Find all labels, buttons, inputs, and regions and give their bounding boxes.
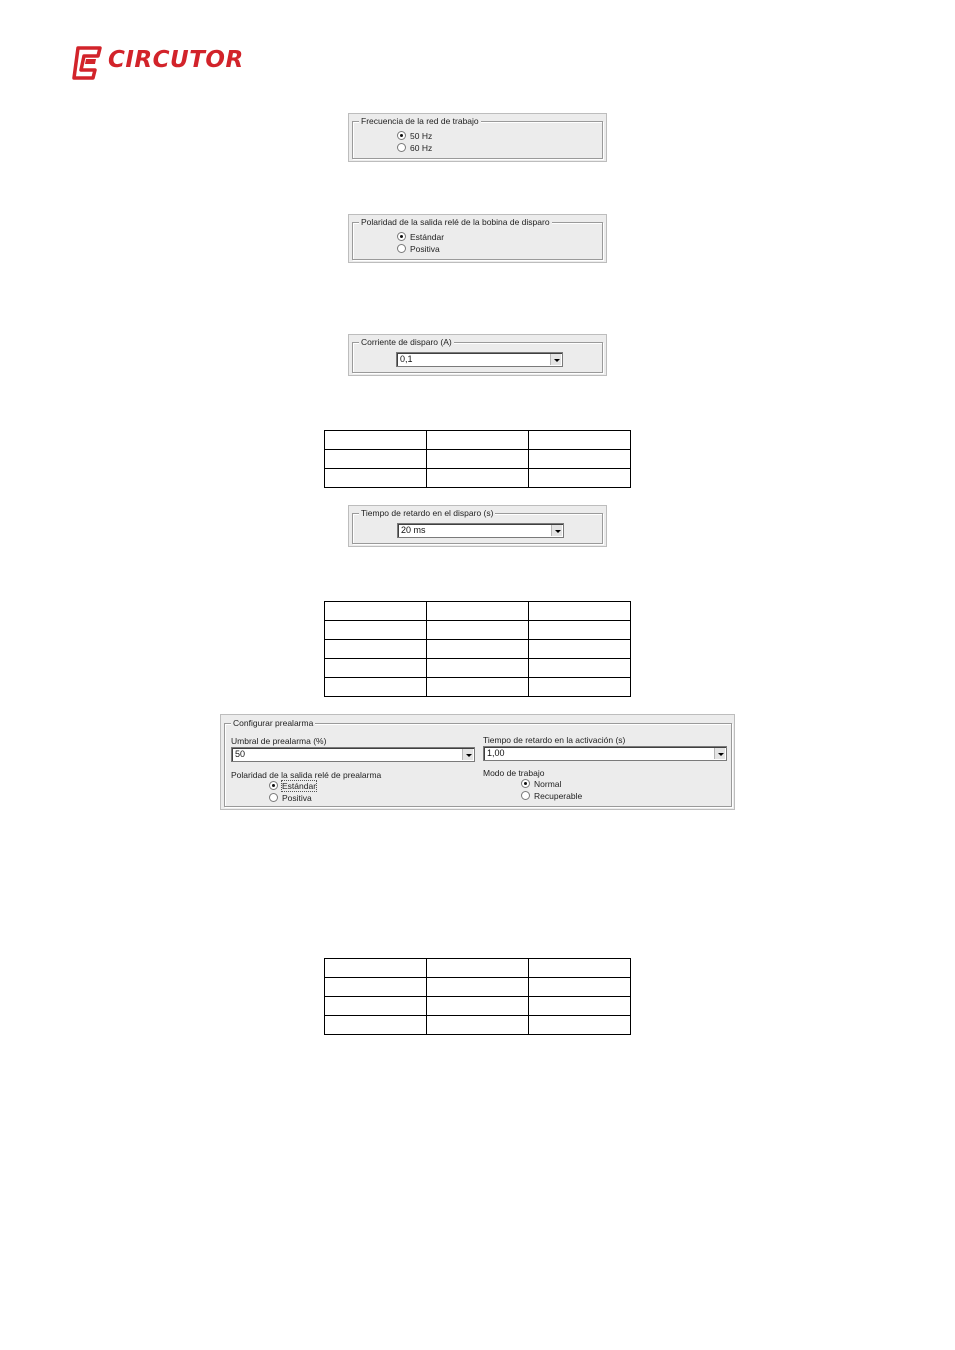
table-cell <box>529 450 631 469</box>
radio-mode-recuperable[interactable] <box>521 791 582 802</box>
table-row <box>325 959 631 978</box>
radio-mode-normal[interactable] <box>521 779 561 790</box>
table-cell <box>529 659 631 678</box>
radio-selected-icon <box>397 232 406 241</box>
radio-selected-icon <box>269 781 278 790</box>
relay-polarity-group-title: Polaridad de la salida relé de la bobina de disparo <box>361 217 550 227</box>
table-row <box>325 602 631 621</box>
table-cell <box>529 431 631 450</box>
table-row <box>325 450 631 469</box>
brand-name: CIRCUTOR <box>108 47 244 73</box>
table-cell <box>529 640 631 659</box>
polarity-label: Polaridad de la salida relé de prealarma <box>231 770 382 780</box>
table-row <box>325 659 631 678</box>
table-cell <box>325 678 427 697</box>
table-cell <box>325 997 427 1016</box>
table-cell <box>325 469 427 488</box>
table-cell <box>529 1016 631 1035</box>
radio-label: Positiva <box>282 793 312 803</box>
dropdown-value: 0,1 <box>400 354 413 364</box>
table-cell <box>427 959 529 978</box>
table-cell <box>325 1016 427 1035</box>
circutor-logo <box>72 46 247 82</box>
table-row <box>325 469 631 488</box>
relay-polarity-panel <box>348 214 607 263</box>
radio-unselected-icon <box>397 244 406 253</box>
radio-selected-icon <box>521 779 530 788</box>
table-cell <box>529 469 631 488</box>
table-cell <box>529 997 631 1016</box>
table-cell <box>529 959 631 978</box>
radio-label: 60 Hz <box>410 143 433 153</box>
dropdown-value: 20 ms <box>401 525 426 535</box>
table-3 <box>324 958 631 1035</box>
dropdown-value: 50 <box>235 749 246 759</box>
trip-delay-panel <box>348 505 607 547</box>
table-cell <box>427 450 529 469</box>
frequency-panel <box>348 113 607 162</box>
table-cell <box>529 602 631 621</box>
table-2 <box>324 601 631 697</box>
radio-label: Recuperable <box>534 791 583 801</box>
radio-prealarm-estandar[interactable] <box>269 781 316 792</box>
trip-current-group-title: Corriente de disparo (A) <box>361 337 452 347</box>
table-row <box>325 1016 631 1035</box>
table-cell <box>427 621 529 640</box>
circutor-c-icon <box>72 46 104 80</box>
activation-delay-label: Tiempo de retardo en la activación (s) <box>483 735 626 745</box>
relay-polarity-group <box>352 217 603 260</box>
table-cell <box>325 640 427 659</box>
trip-delay-group-title: Tiempo de retardo en el disparo (s) <box>361 508 494 518</box>
table-cell <box>427 640 529 659</box>
chevron-down-icon[interactable] <box>550 354 561 365</box>
trip-current-dropdown[interactable] <box>396 352 563 367</box>
table-cell <box>325 659 427 678</box>
table-cell <box>529 678 631 697</box>
table-cell <box>325 602 427 621</box>
prealarm-group <box>224 718 732 807</box>
table-cell <box>325 450 427 469</box>
trip-current-group <box>352 337 603 373</box>
radio-label: Estándar <box>282 781 317 791</box>
radio-unselected-icon <box>269 793 278 802</box>
table-cell <box>325 431 427 450</box>
mode-label: Modo de trabajo <box>483 768 545 778</box>
table-cell <box>325 978 427 997</box>
table-cell <box>427 1016 529 1035</box>
radio-label: Normal <box>534 779 562 789</box>
radio-label: Estándar <box>410 232 445 242</box>
table-row <box>325 978 631 997</box>
table-row <box>325 640 631 659</box>
table-cell <box>427 469 529 488</box>
trip-delay-dropdown[interactable] <box>397 523 564 538</box>
table-cell <box>427 431 529 450</box>
frequency-group <box>352 116 603 159</box>
table-row <box>325 621 631 640</box>
threshold-dropdown[interactable] <box>231 747 475 762</box>
chevron-down-icon[interactable] <box>462 749 473 760</box>
table-cell <box>325 621 427 640</box>
table-1 <box>324 430 631 488</box>
table-row <box>325 997 631 1016</box>
trip-current-panel <box>348 334 607 376</box>
radio-unselected-icon <box>521 791 530 800</box>
table-row <box>325 431 631 450</box>
prealarm-group-title: Configurar prealarma <box>233 718 314 728</box>
table-cell <box>427 978 529 997</box>
table-cell <box>427 659 529 678</box>
dropdown-value: 1,00 <box>487 748 505 758</box>
table-cell <box>529 978 631 997</box>
threshold-label: Umbral de prealarma (%) <box>231 736 327 746</box>
table-cell <box>427 997 529 1016</box>
table-cell <box>529 621 631 640</box>
table-cell <box>325 959 427 978</box>
table-cell <box>427 602 529 621</box>
frequency-group-title: Frecuencia de la red de trabajo <box>361 116 479 126</box>
radio-selected-icon <box>397 131 406 140</box>
chevron-down-icon[interactable] <box>714 748 725 759</box>
activation-delay-dropdown[interactable] <box>483 746 727 761</box>
radio-estandar[interactable] <box>397 232 444 243</box>
radio-positiva[interactable] <box>397 244 440 255</box>
radio-unselected-icon <box>397 143 406 152</box>
radio-label: 50 Hz <box>410 131 433 141</box>
table-cell <box>427 678 529 697</box>
radio-60hz[interactable] <box>397 143 432 154</box>
chevron-down-icon[interactable] <box>551 525 562 536</box>
radio-label: Positiva <box>410 244 440 254</box>
trip-delay-group <box>352 508 603 544</box>
table-row <box>325 678 631 697</box>
prealarm-panel <box>220 714 735 810</box>
radio-50hz[interactable] <box>397 131 432 142</box>
radio-prealarm-positiva[interactable] <box>269 793 312 804</box>
